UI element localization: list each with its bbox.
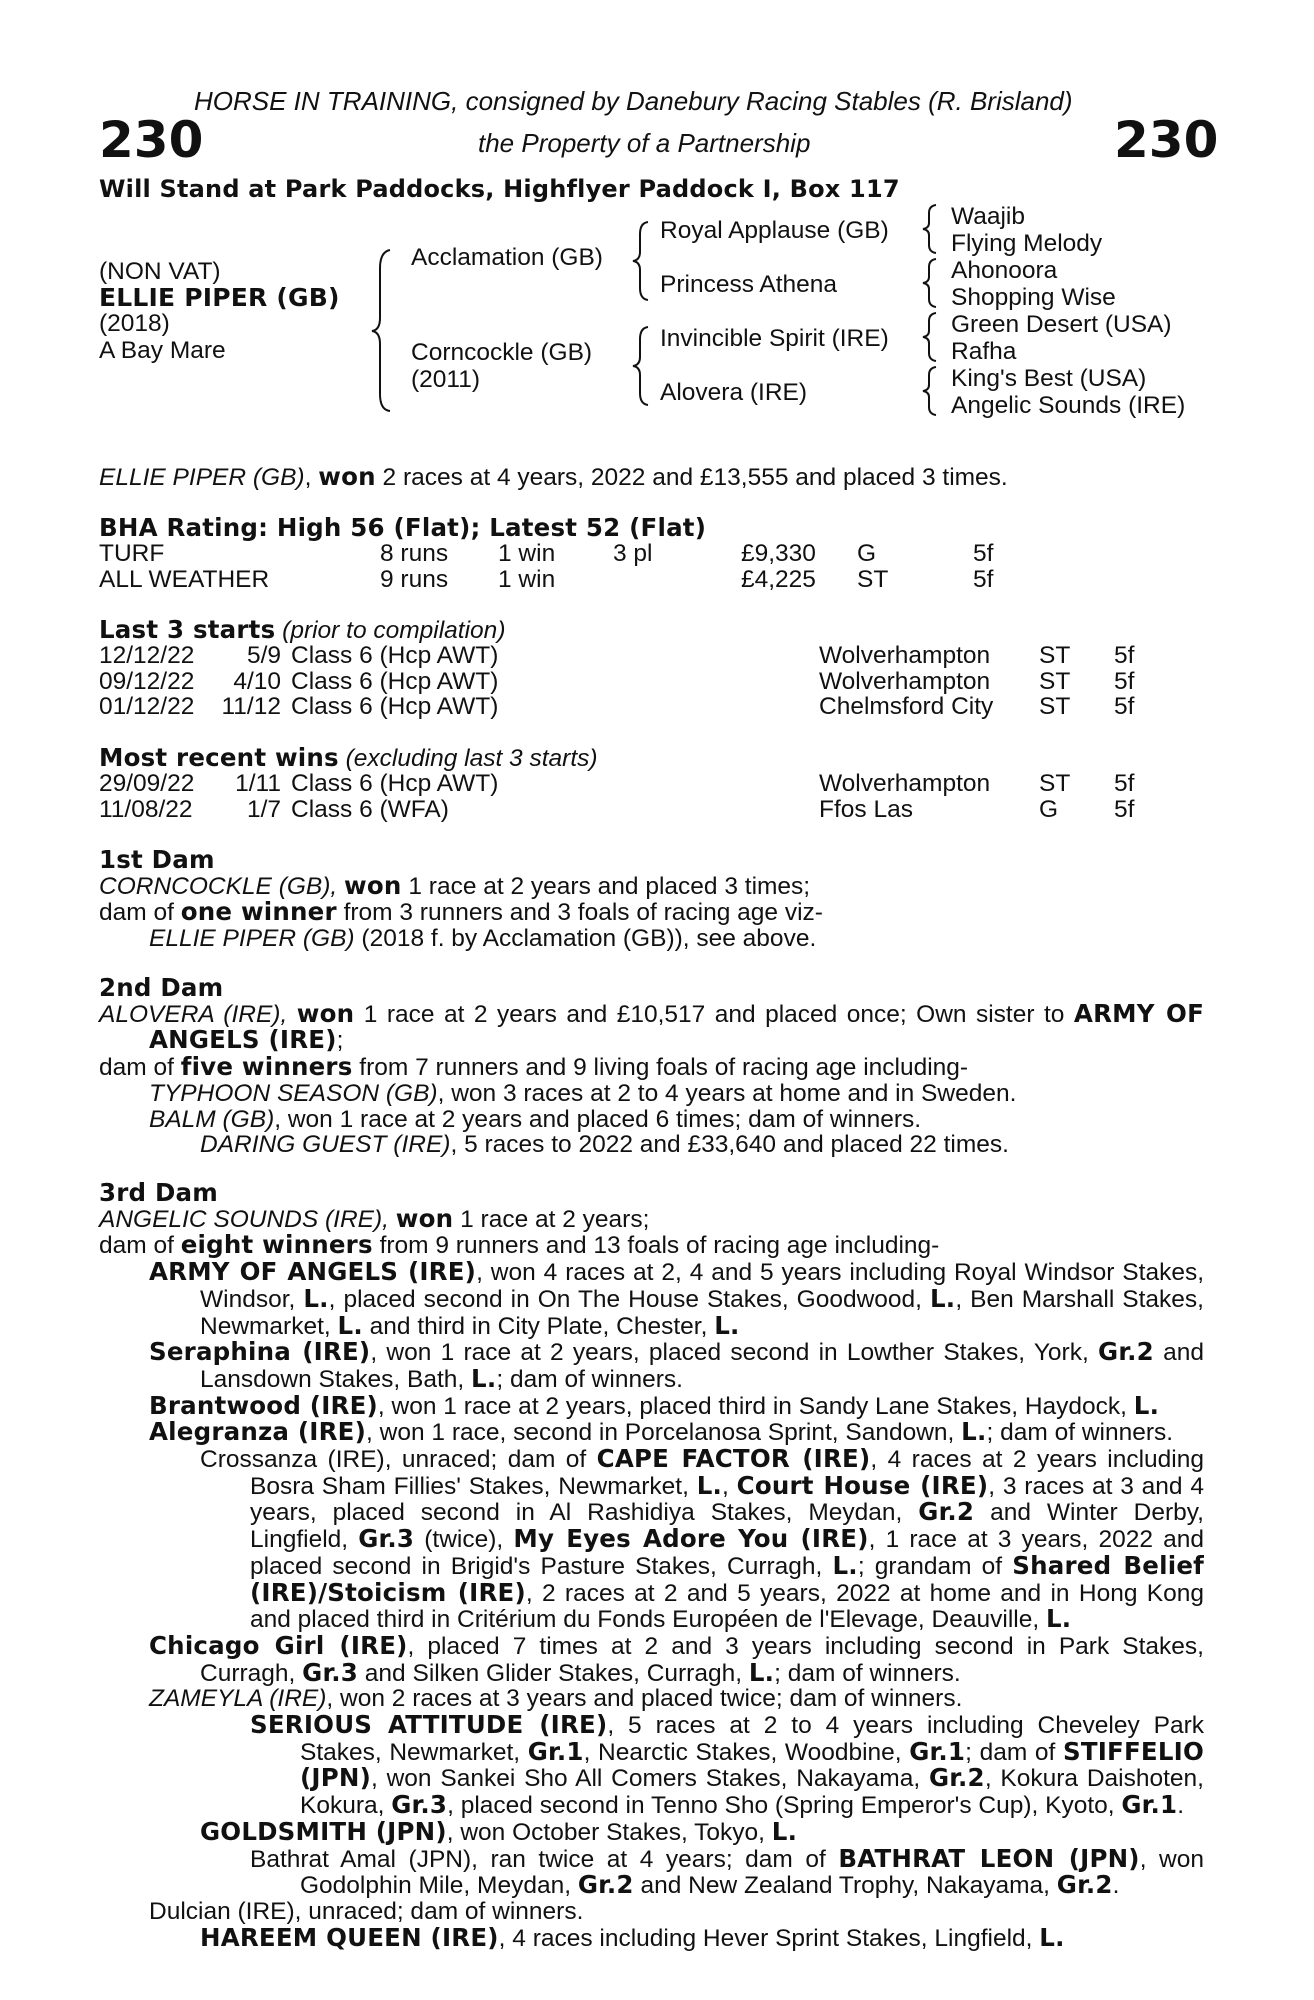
horse-name: ELLIE PIPER (GB) — [99, 283, 340, 312]
recent-position: 1/7 — [246, 795, 281, 823]
last3-race: Class 6 (Hcp AWT) — [291, 642, 499, 669]
rating-distance: 5f — [973, 566, 994, 593]
first-dam-record: 1 race at 2 years and placed 3 times; — [401, 872, 811, 900]
pedigree-dam: Corncockle (GB) — [411, 339, 593, 366]
text: , 4 races including Hever Sprint Stakes, Lingfield, — [498, 1924, 1040, 1952]
text: , 4 races at 2 years including Bosra Sham Fillies' Stakes, Newmarket, — [250, 1446, 1204, 1500]
produce-name: ELLIE PIPER (GB) — [149, 925, 355, 953]
pedigree-dds: King's Best (USA) — [951, 365, 1147, 392]
text: BATHRAT LEON (JPN) — [838, 1843, 1140, 1873]
summary-rest: 2 races at 4 years, 2022 and £13,555 and placed 3 times. — [375, 464, 1008, 491]
pedigree-dsd: Rafha — [951, 338, 1017, 365]
text: Shared Belief (IRE)/Stoicism (IRE) — [250, 1550, 1204, 1607]
produce-army-of-angels — [99, 1259, 1204, 1339]
text: GOLDSMITH (JPN) — [200, 1816, 447, 1846]
last3-distance: 5f — [1114, 693, 1135, 721]
rating-surface: TURF — [99, 540, 165, 567]
text: and third in City Plate, Chester, — [362, 1312, 715, 1340]
text: ZAMEYLA (IRE) — [149, 1685, 327, 1713]
text: Seraphina (IRE) — [149, 1337, 371, 1367]
produce-dulcian: Dulcian (IRE), unraced; dam of winners. — [149, 1897, 584, 1925]
text: Bathrat Amal (JPN), ran twice at 4 years; dam of — [250, 1845, 839, 1873]
text: , placed second in On The House Stakes, Goodwood, — [328, 1285, 930, 1313]
text: L. — [832, 1550, 858, 1580]
text: , won October Stakes, Tokyo, — [446, 1818, 772, 1846]
second-dam-line2 — [99, 1054, 1204, 1081]
pedigree-sds: Ahonoora — [951, 257, 1058, 284]
text: , 5 races to 2022 and £33,640 and placed 22 times. — [450, 1131, 1009, 1159]
text: Gr.1 — [527, 1736, 584, 1766]
text: , placed second in Tenno Sho (Spring Emperor's Cup), Kyoto, — [447, 1792, 1122, 1820]
text: L. — [471, 1363, 497, 1393]
rating-runs: 9 runs — [380, 566, 449, 593]
last3-note: (prior to compilation) — [282, 617, 506, 644]
recent-position: 1/11 — [235, 770, 281, 797]
text: L. — [748, 1657, 775, 1687]
text: BALM (GB) — [149, 1105, 275, 1133]
second-dam-winners: five winners — [180, 1052, 353, 1082]
text: Crossanza (IRE), unraced; dam of — [200, 1446, 597, 1474]
pedigree-sss: Waajib — [951, 203, 1025, 230]
pedigree-brace-sd — [920, 257, 940, 309]
pedigree-ssd: Flying Melody — [951, 230, 1103, 257]
text: Chicago Girl (IRE) — [149, 1630, 408, 1660]
recent-distance: 5f — [1114, 795, 1135, 823]
produce-crossanza: Crossanza (IRE), unraced; dam of CAPE FACTOR (IRE), 4 races at 2 years including Bosra Sham Fillies' Stakes, Newmarket, L., Court House (IRE), 3 races at 3 and 4 years, placed second in Al Rashidiya Stakes, Meydan, Gr.2 and Winter Derby, Lingfield, Gr.3 (twice), My Eyes Adore You (IRE), 1 race at 3 years, 2022 and placed second in Brigid's Pasture Stakes, Curragh, L.; grandam of Shared Belief (IRE)/Stoicism (IRE), 2 races at 2 and 5 years, 2022 at home and in Hong Kong and placed third in Critérium du Fonds Européen de l'Elevage, Deauville, L. — [200, 1444, 1204, 1634]
produce-hareem-queen — [99, 1922, 1204, 1952]
produce-serious-attitude — [99, 1712, 1204, 1819]
text: ; — [336, 1027, 344, 1055]
summary-horse-name: ELLIE PIPER (GB) — [99, 464, 305, 491]
recent-wins-heading — [99, 745, 598, 772]
text: and Silken Glider Stakes, Curragh, — [358, 1659, 749, 1687]
text: L. — [303, 1283, 329, 1313]
recent-going: ST — [1039, 770, 1071, 797]
text: ; dam of — [965, 1738, 1063, 1766]
text: L. — [1039, 1922, 1065, 1952]
last3-going: ST — [1039, 642, 1071, 669]
rating-distance: 5f — [973, 540, 994, 567]
last3-race: Class 6 (Hcp AWT) — [291, 667, 499, 695]
second-dam-heading: 2nd Dam — [99, 973, 224, 1002]
text: SERIOUS ATTITUDE (IRE) — [250, 1710, 608, 1740]
last3-position: 5/9 — [246, 642, 281, 669]
text: Court House (IRE) — [736, 1470, 989, 1500]
horse-year: (2018) — [99, 310, 170, 337]
last3-date: 09/12/22 — [99, 667, 195, 695]
last3-course: Wolverhampton — [819, 642, 991, 669]
text: . — [1177, 1792, 1185, 1820]
text: from 3 runners and 3 foals of racing age viz- — [336, 899, 823, 927]
text: , won 3 races at 2 to 4 years at home and in Sweden. — [437, 1079, 1017, 1107]
pedigree-dam-sire: Invincible Spirit (IRE) — [660, 325, 889, 352]
text: Gr.2 — [918, 1497, 975, 1527]
text: L. — [1045, 1604, 1072, 1634]
text: , won Godolphin Mile, Meydan, — [300, 1845, 1204, 1900]
first-dam-line1 — [99, 870, 1204, 900]
last3-race: Class 6 (Hcp AWT) — [291, 693, 499, 721]
recent-date: 29/09/22 — [99, 770, 195, 797]
text: ; dam of winners. — [496, 1365, 683, 1393]
produce-goldsmith — [99, 1816, 1204, 1846]
last3-heading — [99, 617, 505, 644]
text: 1 race at 2 years and £10,517 and placed once; Own sister to — [354, 1000, 1074, 1028]
text: Gr.1 — [909, 1736, 966, 1766]
third-dam-winners: eight winners — [180, 1230, 373, 1260]
text: , 1 race at 3 years, 2022 and placed second in Brigid's Pasture Stakes, Curragh, — [250, 1526, 1204, 1580]
pedigree-sire: Acclamation (GB) — [411, 244, 603, 271]
text: CAPE FACTOR (IRE) — [596, 1444, 871, 1474]
pedigree-brace-dam — [630, 325, 654, 407]
third-dam-name: ANGELIC SOUNDS (IRE), — [99, 1205, 389, 1233]
text: (2018 f. by Acclamation (GB)), see above. — [354, 925, 817, 953]
rating-runs: 8 runs — [380, 540, 449, 567]
last3-position: 4/10 — [233, 667, 281, 695]
bha-rating-heading: BHA Rating: High 56 (Flat); Latest 52 (Flat) — [99, 513, 707, 542]
pedigree-dam-dam: Alovera (IRE) — [660, 379, 808, 406]
last3-distance: 5f — [1114, 667, 1135, 695]
text: L. — [771, 1816, 798, 1846]
text: L. — [696, 1470, 723, 1500]
produce-bathrat-amal — [99, 1843, 1204, 1900]
recent-course: Ffos Las — [819, 795, 913, 823]
pedigree-dam-year: (2011) — [411, 366, 481, 393]
text: dam of — [99, 899, 181, 927]
text: Gr.3 — [302, 1657, 358, 1687]
third-dam-section — [99, 1180, 1204, 1951]
property-line: the Property of a Partnership — [478, 128, 811, 158]
text: L. — [337, 1310, 363, 1340]
first-dam-name: CORNCOCKLE (GB), — [99, 872, 338, 900]
produce-brantwood — [99, 1390, 1204, 1420]
rating-prize: £4,225 — [741, 566, 816, 593]
text: , won 4 races at 2, 4 and 5 years including Royal Windsor Stakes, Windsor, — [200, 1259, 1205, 1313]
vat-status: (NON VAT) — [99, 258, 221, 285]
own-sister-name: ARMY OF ANGELS (IRE) — [149, 998, 1205, 1055]
first-dam-heading: 1st Dam — [99, 845, 215, 874]
first-dam-produce — [99, 926, 1204, 952]
text: Gr.2 — [1056, 1870, 1113, 1900]
second-dam-produce-3 — [99, 1132, 1204, 1158]
last3-date: 12/12/22 — [99, 642, 195, 669]
rating-places: 3 pl — [613, 540, 653, 567]
rating-wins: 1 win — [498, 566, 556, 593]
text: ; dam of winners. — [774, 1659, 961, 1687]
third-dam-line1 — [99, 1203, 1204, 1233]
rating-wins: 1 win — [498, 540, 556, 567]
text: won — [395, 1203, 454, 1233]
text: 1 race at 2 years; — [453, 1205, 650, 1233]
text: , won 1 race at 2 years, placed third in Sandy Lane Stakes, Haydock, — [377, 1392, 1134, 1420]
second-dam-produce-2 — [99, 1107, 1204, 1133]
text: L. — [929, 1283, 956, 1313]
third-dam-heading: 3rd Dam — [99, 1178, 218, 1207]
rating-prize: £9,330 — [741, 540, 816, 567]
second-dam-section — [99, 975, 1204, 1158]
recent-going: G — [1039, 795, 1059, 823]
produce-alegranza — [99, 1419, 1204, 1446]
recent-note: (excluding last 3 starts) — [345, 745, 598, 772]
text: , won Sankei Sho All Comers Stakes, Nakayama, — [370, 1765, 929, 1793]
last3-position: 11/12 — [221, 693, 281, 721]
text: , Kokura Daishoten, Kokura, — [300, 1765, 1204, 1820]
lot-number-right: 230 — [1114, 111, 1219, 169]
third-dam-line2 — [99, 1232, 1204, 1259]
text: , Ben Marshall Stakes, Newmarket, — [200, 1285, 1204, 1340]
text: from 7 runners and 9 living foals of racing age including- — [352, 1054, 969, 1082]
text: , won 1 race at 2 years and placed 6 times; dam of winners. — [274, 1105, 922, 1133]
text: , 3 races at 3 and 4 years, placed second in Al Rashidiya Stakes, Meydan, — [250, 1472, 1204, 1527]
rating-going: ST — [857, 566, 889, 593]
produce-seraphina — [99, 1339, 1204, 1392]
text: Gr.3 — [391, 1790, 448, 1820]
recent-race: Class 6 (Hcp AWT) — [291, 770, 499, 797]
recent-title: Most recent wins — [99, 743, 339, 772]
text: dam of — [99, 1054, 181, 1082]
text: and Lansdown Stakes, Bath, — [200, 1339, 1205, 1393]
last3-date: 01/12/22 — [99, 693, 195, 721]
text: from 9 runners and 13 foals of racing age including- — [372, 1232, 940, 1260]
text: Brantwood (IRE) — [149, 1390, 378, 1420]
first-dam-line2 — [99, 899, 1204, 926]
text: Gr.2 — [1098, 1337, 1154, 1367]
pedigree-sire-dam: Princess Athena — [660, 271, 838, 298]
pedigree-dss: Green Desert (USA) — [951, 311, 1172, 338]
text: ARMY OF ANGELS (IRE) — [149, 1257, 477, 1287]
text: L. — [714, 1310, 740, 1340]
pedigree-sire-sire: Royal Applause (GB) — [660, 217, 889, 244]
pedigree-ddd: Angelic Sounds (IRE) — [951, 392, 1186, 419]
text: , won 1 race, second in Porcelanosa Sprint, Sandown, — [366, 1419, 962, 1447]
last3-title: Last 3 starts — [99, 615, 276, 644]
lot-number-left: 230 — [99, 111, 204, 169]
pedigree-brace-sire — [630, 220, 654, 302]
text: won — [296, 998, 355, 1028]
second-dam-produce-1 — [99, 1081, 1204, 1107]
text: , won 1 race at 2 years, placed second in Lowther Stakes, York, — [370, 1339, 1099, 1367]
text: , 5 races at 2 to 4 years including Cheveley Park Stakes, Newmarket, — [300, 1712, 1204, 1766]
pedigree-brace-ds — [920, 311, 940, 363]
text: DARING GUEST (IRE) — [200, 1131, 451, 1159]
text: (twice), — [414, 1526, 514, 1554]
second-dam-line1 — [99, 998, 1205, 1055]
stand-location: Will Stand at Park Paddocks, Highflyer Paddock I, Box 117 — [99, 175, 900, 203]
text: , 2 races at 2 and 5 years, 2022 at home and in Hong Kong and placed third in Critérium du Fonds Européen de l'Elevage, Deauville, — [250, 1579, 1204, 1634]
text: Gr.1 — [1121, 1790, 1178, 1820]
text: HAREEM QUEEN (IRE) — [200, 1922, 499, 1952]
text: , Nearctic Stakes, Woodbine, — [583, 1738, 910, 1766]
last3-distance: 5f — [1114, 642, 1135, 669]
last3-going: ST — [1039, 693, 1071, 721]
pedigree-sdd: Shopping Wise — [951, 284, 1116, 311]
text: L. — [961, 1417, 987, 1447]
text: Gr.2 — [928, 1763, 985, 1793]
last3-going: ST — [1039, 667, 1071, 695]
text: , placed 7 times at 2 and 3 years including second in Park Stakes, Curragh, — [200, 1632, 1204, 1687]
pedigree-brace-dd — [920, 365, 940, 417]
rating-surface: ALL WEATHER — [99, 566, 270, 593]
text: , won 2 races at 3 years and placed twice; dam of winners. — [326, 1685, 963, 1713]
horse-description: A Bay Mare — [99, 337, 226, 364]
produce-chicago-girl — [99, 1630, 1204, 1687]
summary-won: won — [318, 462, 376, 491]
consignment-line: HORSE IN TRAINING, consigned by Danebury Racing Stables (R. Brisland) — [194, 86, 1073, 116]
text: Alegranza (IRE) — [149, 1417, 367, 1447]
text: My Eyes Adore You (IRE) — [513, 1524, 869, 1554]
text: and Winter Derby, Lingfield, — [250, 1499, 1204, 1554]
text: dam of — [99, 1232, 181, 1260]
recent-date: 11/08/22 — [99, 795, 193, 823]
recent-race: Class 6 (WFA) — [291, 795, 449, 823]
recent-course: Wolverhampton — [819, 770, 991, 797]
rating-going: G — [857, 540, 877, 567]
pedigree-brace-main — [368, 248, 396, 413]
first-dam-winners: one winner — [180, 897, 337, 927]
text: Gr.3 — [358, 1524, 415, 1554]
text: . — [1112, 1872, 1120, 1900]
produce-zameyla — [99, 1686, 1204, 1712]
first-dam-won: won — [344, 870, 402, 900]
text: TYPHOON SEASON (GB) — [149, 1079, 438, 1107]
second-dam-name: ALOVERA (IRE), — [99, 1000, 288, 1028]
last3-course: Chelmsford City — [819, 693, 994, 721]
text: STIFFELIO (JPN) — [300, 1736, 1205, 1793]
race-summary: ELLIE PIPER (GB), won 2 races at 4 years, 2022 and £13,555 and placed 3 times. — [99, 462, 1008, 491]
pedigree-brace-ss — [920, 203, 940, 255]
last3-course: Wolverhampton — [819, 667, 991, 695]
text: ; dam of winners. — [986, 1419, 1174, 1447]
text: L. — [1133, 1390, 1160, 1420]
text: ; grandam of — [857, 1552, 1013, 1580]
text: and New Zealand Trophy, Nakayama, — [633, 1872, 1057, 1900]
recent-distance: 5f — [1114, 770, 1135, 797]
first-dam-section — [99, 847, 1204, 952]
text: Gr.2 — [577, 1870, 634, 1900]
